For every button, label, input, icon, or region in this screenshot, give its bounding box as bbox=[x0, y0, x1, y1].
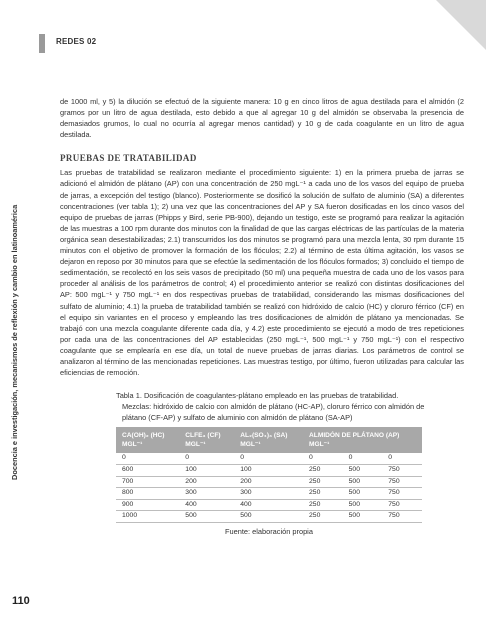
header-cell-ap bbox=[303, 427, 422, 453]
table-cell: 0 bbox=[343, 453, 383, 464]
table-cell: 250 bbox=[303, 476, 343, 488]
intro-paragraph: de 1000 ml, y 5) la dilución se efectuó de la siguiente manera: 10 g en cinco litros de agua destilada para el almidón (2 gramos por un litro de agua destilada, esto debido a que al agregar 10 g del almidón se observaba la presencia de demasiados grumos, lo cual no ocurría al agregar menos cantidad) y 10 g de cada coagulante en un litro de agua destilada. bbox=[60, 97, 464, 140]
page-corner-decoration bbox=[436, 0, 486, 50]
table-cell: 250 bbox=[303, 465, 343, 477]
table-cell: 0 bbox=[382, 453, 422, 464]
table-cell: 500 bbox=[343, 488, 383, 500]
main-content bbox=[60, 96, 464, 536]
table-cell: 600 bbox=[116, 465, 179, 477]
table-cell: 750 bbox=[382, 499, 422, 511]
header-unit: MGL⁻¹ bbox=[240, 441, 261, 449]
table-cell: 250 bbox=[303, 499, 343, 511]
header-cell-hc bbox=[116, 427, 179, 453]
table-cell: 250 bbox=[303, 511, 343, 523]
table-cell: 0 bbox=[234, 453, 303, 464]
table-row bbox=[116, 465, 422, 477]
table-cell: 750 bbox=[382, 476, 422, 488]
table-cell: 1000 bbox=[116, 511, 179, 523]
header-cell-cf bbox=[179, 427, 234, 453]
dosage-table bbox=[116, 427, 422, 523]
table-cell: 300 bbox=[234, 488, 303, 500]
table-cell: 500 bbox=[343, 465, 383, 477]
header-unit: MGL⁻¹ bbox=[185, 441, 206, 449]
table-source: Fuente: elaboración propia bbox=[225, 527, 313, 536]
table-cell: 900 bbox=[116, 499, 179, 511]
table-cell: 800 bbox=[116, 488, 179, 500]
table-cell: 0 bbox=[303, 453, 343, 464]
table-caption-description: Mezclas: hidróxido de calcio con almidón de plátano (HC-AP), cloruro férrico con almidón de plátano (CF-AP) y sulfato de aluminio con almidón de plátano (SA-AP) bbox=[122, 402, 425, 423]
header-unit: MGL⁻¹ bbox=[122, 441, 143, 449]
table-cell: 500 bbox=[343, 511, 383, 523]
table-cell: 500 bbox=[179, 511, 234, 523]
header-label: CA(OH)₂ (HC) bbox=[122, 432, 165, 440]
header-label: CLFE₃ (CF) bbox=[185, 432, 221, 440]
table-row bbox=[116, 499, 422, 511]
table-cell: 500 bbox=[343, 476, 383, 488]
table-cell: 100 bbox=[234, 465, 303, 477]
running-header: REDES 02 bbox=[56, 37, 97, 46]
header-accent-bar bbox=[39, 34, 45, 53]
table-cell: 750 bbox=[382, 465, 422, 477]
table-row bbox=[116, 453, 422, 464]
table-cell: 0 bbox=[116, 453, 179, 464]
table-row bbox=[116, 476, 422, 488]
table-caption-title: Tabla 1. Dosificación de coagulantes-plátano empleado en las pruebas de tratabilidad. bbox=[116, 391, 399, 401]
sidebar-vertical-title: Docencia e investigación, mecanismos de reflexión y cambio en latinoamérica bbox=[10, 204, 19, 480]
header-label: AL₂(SO₄)₃ (SA) bbox=[240, 432, 288, 440]
table-cell: 300 bbox=[179, 488, 234, 500]
table-row bbox=[116, 488, 422, 500]
header-unit: MGL⁻¹ bbox=[309, 441, 330, 449]
section-paragraph: Las pruebas de tratabilidad se realizaron mediante el procedimiento siguiente: 1) en la primera prueba de jarras se adicionó el almidón de plátano (AP) con una concentración de 250 mgL⁻¹ a cada uno de los vasos del equipo de prueba de jarras, a excepción del testigo (blanco). Posteriormente se dosificó la solución de sulfato de aluminio (SA) a diferentes concentraciones (ver tabla 1); 2) una vez que las concentraciones del AP y SA fueron dosificadas en los cinco vasos del equipo de pruebas de jarras (Phipps y Bird, serie PB-900), dejando un testigo, este se programó para realizar la agitación de las muestras a 100 rpm durante dos minutos con la finalidad de que las cargas eléctricas de las partículas de la materia orgánica sean desestabilizadas; 2.1) transcurridos los dos minutos se programó para una mezcla lenta, 30 rpm durante 15 minutos con el objetivo de promover la formación de los flóculos; 2.2) al término de esta última agitación, los vasos se dejaron en reposo por 30 minutos para que se efectúe la sedimentación de los flóculos formados; 3) concluido el tiempo de sedimentación, se recolectó en los seis vasos de precipitado (50 ml) una pequeña muestra de cada uno de los vasos para proceder al análisis de los parámetros de control; 4) el procedimiento anterior se realizó con distintas dosificaciones del AP: 500 mgL⁻¹ y 750 mgL⁻¹ en dos respectivas pruebas de tratabilidad, considerando las mismas dosificaciones del sulfato de aluminio; 4.1) la prueba de tratabilidad también se realizó con hidróxido de calcio (HC) y cloruro férrico (CF) en el equipo sin variantes en el proceso y empleando las tres dosificaciones de almidón de plátano ya mencionadas. Se trabajó con una mezcla coagulante diferente cada día, y 4.2) este procedimiento se ejecutó a modo de tres repeticiones por cada una de las concentraciones del AP establecidas (250 mgL⁻¹, 500 mgL⁻¹ y 750 mgL⁻¹) con el respectivo coagulante que se emplearía en ese día, un total de nueve pruebas de jarras diarias. Los parámetros de control se analizaron al término de las mencionadas repeticiones. Las muestras testigo, por último, fueron utilizadas para calcular las eficiencias de remoción. bbox=[60, 168, 464, 378]
table-cell: 250 bbox=[303, 488, 343, 500]
table-cell: 400 bbox=[179, 499, 234, 511]
header-cell-sa bbox=[234, 427, 303, 453]
table-cell: 500 bbox=[343, 499, 383, 511]
table-cell: 100 bbox=[179, 465, 234, 477]
section-heading: PRUEBAS DE TRATABILIDAD bbox=[60, 153, 197, 164]
table-cell: 500 bbox=[234, 511, 303, 523]
table-header-row bbox=[116, 427, 422, 453]
table-caption bbox=[116, 390, 434, 423]
table-cell: 750 bbox=[382, 511, 422, 523]
table-cell: 750 bbox=[382, 488, 422, 500]
table-cell: 200 bbox=[179, 476, 234, 488]
header-label: ALMIDÓN DE PLÁTANO (AP) bbox=[309, 432, 400, 440]
table-cell: 700 bbox=[116, 476, 179, 488]
table-row bbox=[116, 511, 422, 523]
table-cell: 400 bbox=[234, 499, 303, 511]
page-number: 110 bbox=[12, 595, 30, 607]
table-cell: 200 bbox=[234, 476, 303, 488]
table-cell: 0 bbox=[179, 453, 234, 464]
